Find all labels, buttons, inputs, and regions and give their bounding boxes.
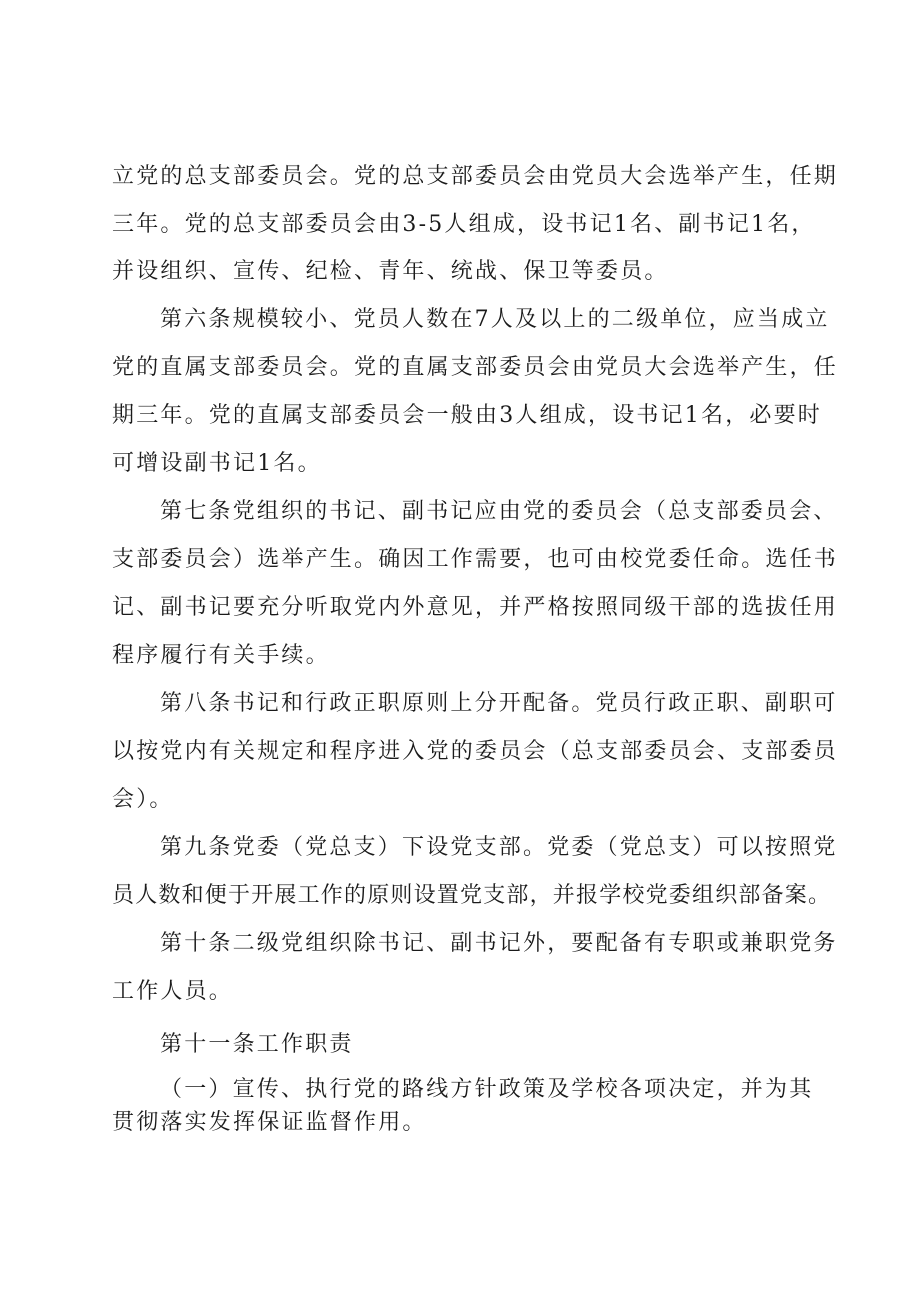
article-11-heading: 第十一条工作职责	[160, 1032, 354, 1057]
paragraph-line: 员人数和便于开展工作的原则设置党支部，并报学校党委组织部备案。	[112, 883, 832, 908]
paragraph-line: 支部委员会）选举产生。确因工作需要，也可由校党委任命。选任书	[112, 547, 839, 572]
paragraph-line: 可增设副书记1名。	[112, 451, 322, 476]
article-8-line: 第八条书记和行政正职原则上分开配备。党员行政正职、副职可	[160, 691, 838, 716]
article-6-line: 第六条规模较小、党员人数在7人及以上的二级单位，应当成立	[160, 307, 830, 332]
paragraph-line: 记、副书记要充分听取党内外意见，并严格按照同级干部的选拔任用	[112, 595, 839, 620]
paragraph-line: 并设组织、宣传、纪检、青年、统战、保卫等委员。	[112, 259, 669, 284]
duty-item-1-line: （一）宣传、执行党的路线方针政策及学校各项决定，并为其	[160, 1077, 814, 1102]
paragraph-line: 三年。党的总支部委员会由3-5人组成，设书记1名、副书记1名，	[112, 212, 816, 237]
paragraph-line: 党的直属支部委员会。党的直属支部委员会由党员大会选举产生，任	[112, 355, 839, 380]
paragraph-line: 程序履行有关手续。	[112, 643, 330, 668]
paragraph-line: 以按党内有关规定和程序进入党的委员会（总支部委员会、支部委员	[112, 739, 839, 764]
article-7-line: 第七条党组织的书记、副书记应由党的委员会（总支部委员会、	[160, 499, 838, 524]
paragraph-line: 会）。	[112, 787, 174, 812]
article-10-line: 第十条二级党组织除书记、副书记外，要配备有专职或兼职党务	[160, 931, 838, 956]
paragraph-line: 期三年。党的直属支部委员会一般由3人组成，设书记1名，必要时	[112, 403, 822, 428]
paragraph-line: 工作人员。	[112, 979, 234, 1004]
paragraph-line: 立党的总支部委员会。党的总支部委员会由党员大会选举产生，任期	[112, 164, 839, 189]
paragraph-line: 贯彻落实发挥保证监督作用。	[112, 1110, 427, 1135]
article-9-line: 第九条党委（党总支）下设党支部。党委（党总支）可以按照党	[160, 835, 838, 860]
